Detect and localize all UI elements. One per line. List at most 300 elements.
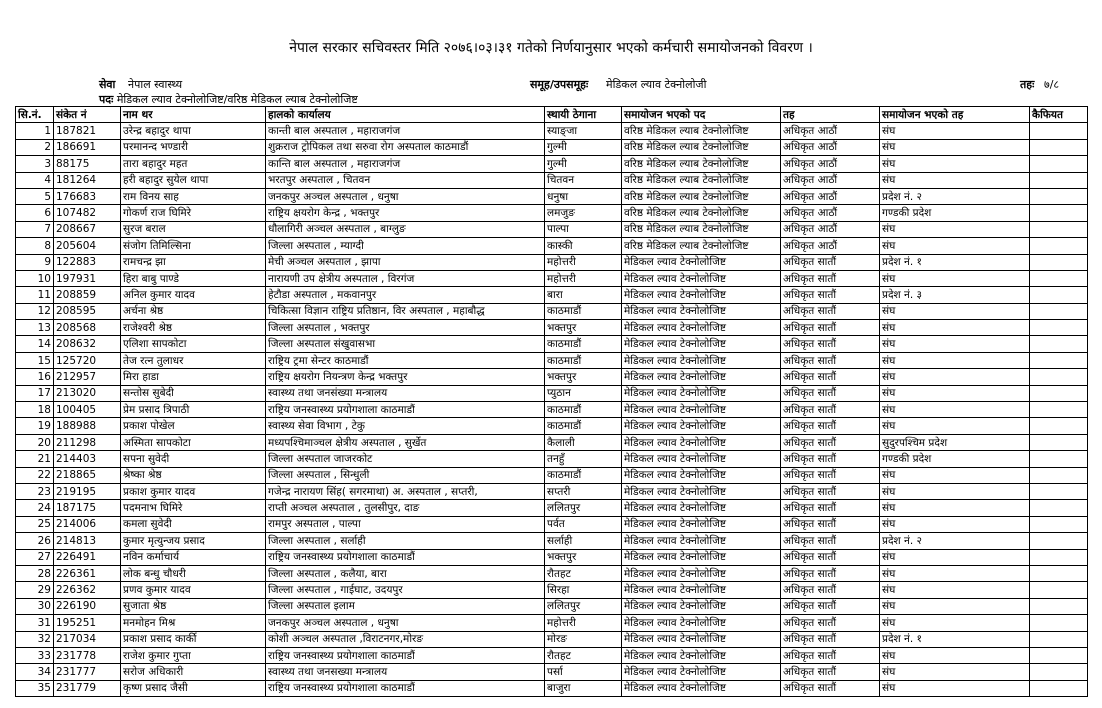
cell-name: प्रकाश कुमार यादव	[121, 483, 266, 499]
cell-name: सन्तोस सुबेदी	[121, 385, 266, 401]
table-row	[16, 238, 1088, 254]
cell-address: प्युठान	[545, 385, 622, 401]
cell-post: वरिष्ठ मेडिकल ल्याब टेक्नोलोजिष्ट	[622, 123, 781, 139]
cell-level: अधिकृत सातौं	[781, 254, 880, 270]
cell-code: 187821	[54, 123, 121, 139]
cell-remarks	[1030, 123, 1088, 139]
cell-code: 212957	[54, 369, 121, 385]
col-header-name: नाम थर	[121, 107, 266, 123]
cell-post: मेडिकल ल्याव टेक्नोलोजिष्ट	[622, 270, 781, 286]
cell-post: वरिष्ठ मेडिकल ल्याब टेक्नोलोजिष्ट	[622, 139, 781, 155]
cell-office: गजेन्द्र नारायण सिंह( सगरमाथा) अ. अस्पताल , सप्तरी,	[266, 483, 545, 499]
cell-office: जिल्ला अस्पताल , म्याग्दी	[266, 238, 545, 254]
cell-level: अधिकृत आठौं	[781, 139, 880, 155]
cell-serial: 20	[16, 434, 54, 450]
cell-name: अस्मिता सापकोटा	[121, 434, 266, 450]
cell-adjusted-level: संघ	[880, 500, 1030, 516]
cell-post: मेडिकल ल्याव टेक्नोलोजिष्ट	[622, 467, 781, 483]
cell-remarks	[1030, 516, 1088, 532]
cell-name: कृष्ण प्रसाद जैसी	[121, 680, 266, 696]
cell-adjusted-level: संघ	[880, 385, 1030, 401]
cell-level: अधिकृत सातौं	[781, 680, 880, 696]
cell-adjusted-level: संघ	[880, 516, 1030, 532]
cell-level: अधिकृत सातौं	[781, 533, 880, 549]
cell-serial: 16	[16, 369, 54, 385]
cell-name: हरी बहादुर सुयेल थापा	[121, 172, 266, 188]
cell-post: मेडिकल ल्याव टेक्नोलोजिष्ट	[622, 418, 781, 434]
cell-code: 125720	[54, 352, 121, 368]
cell-serial: 11	[16, 287, 54, 303]
cell-code: 214813	[54, 533, 121, 549]
cell-level: अधिकृत आठौं	[781, 123, 880, 139]
cell-serial: 22	[16, 467, 54, 483]
cell-serial: 4	[16, 172, 54, 188]
cell-serial: 5	[16, 188, 54, 204]
cell-remarks	[1030, 156, 1088, 172]
cell-address: तनहुँ	[545, 451, 622, 467]
cell-serial: 28	[16, 565, 54, 581]
cell-post: वरिष्ठ मेडिकल ल्याब टेक्नोलोजिष्ट	[622, 221, 781, 237]
table-row	[16, 188, 1088, 204]
cell-remarks	[1030, 467, 1088, 483]
cell-office: मध्यपश्चिमाञ्चल क्षेत्रीय अस्पताल , सुर्खेत	[266, 434, 545, 450]
cell-adjusted-level: संघ	[880, 598, 1030, 614]
cell-office: शुक्रराज ट्रोपिकल तथा सरुवा रोग अस्पताल काठमाडौं	[266, 139, 545, 155]
cell-name: सुजाता श्रेष्ठ	[121, 598, 266, 614]
cell-address: काठमाडौं	[545, 418, 622, 434]
cell-post: मेडिकल ल्याव टेक्नोलोजिष्ट	[622, 533, 781, 549]
cell-serial: 24	[16, 500, 54, 516]
cell-address: भक्तपुर	[545, 369, 622, 385]
cell-office: राष्ट्रिय क्षयरोग केन्द्र , भक्तपुर	[266, 205, 545, 221]
group-label: समूह/उपसमूहः	[530, 78, 589, 91]
cell-post: मेडिकल ल्याव टेक्नोलोजिष्ट	[622, 500, 781, 516]
col-header-code: संकेत नं	[54, 107, 121, 123]
roster-table	[15, 106, 1088, 697]
cell-level: अधिकृत सातौं	[781, 434, 880, 450]
cell-name: प्रकाश पोखेल	[121, 418, 266, 434]
document-title: नेपाल सरकार सचिवस्तर मिति २०७६।०३।३१ गतेको निर्णयानुसार भएको कर्मचारी समायोजनको विवरण ।	[289, 40, 813, 56]
cell-post: मेडिकल ल्याव टेक्नोलोजिष्ट	[622, 254, 781, 270]
cell-level: अधिकृत सातौं	[781, 467, 880, 483]
cell-name: सरोज अधिकारी	[121, 664, 266, 680]
cell-post: मेडिकल ल्याव टेक्नोलोजिष्ट	[622, 615, 781, 631]
cell-level: अधिकृत आठौं	[781, 156, 880, 172]
cell-office: राष्ट्रिय जनस्वास्थ्य प्रयोगशाला काठमाडौं	[266, 647, 545, 663]
table-row	[16, 533, 1088, 549]
cell-code: 226362	[54, 582, 121, 598]
cell-office: कोशी अञ्चल अस्पताल ,विराटनगर,मोरङ	[266, 631, 545, 647]
cell-remarks	[1030, 385, 1088, 401]
cell-adjusted-level: संघ	[880, 369, 1030, 385]
table-row	[16, 303, 1088, 319]
cell-level: अधिकृत सातौं	[781, 582, 880, 598]
cell-code: 217034	[54, 631, 121, 647]
cell-office: जिल्ला अस्पताल , सर्लाही	[266, 533, 545, 549]
table-row	[16, 582, 1088, 598]
table-row	[16, 402, 1088, 418]
cell-address: मोरङ	[545, 631, 622, 647]
cell-name: श्रेष्का श्रेष्ठ	[121, 467, 266, 483]
cell-code: 187175	[54, 500, 121, 516]
table-row	[16, 631, 1088, 647]
cell-code: 197931	[54, 270, 121, 286]
cell-post: मेडिकल ल्याव टेक्नोलोजिष्ट	[622, 402, 781, 418]
cell-post: वरिष्ठ मेडिकल ल्याब टेक्नोलोजिष्ट	[622, 205, 781, 221]
cell-office: स्वास्थ्य तथा जनसख्या मन्त्रालय	[266, 664, 545, 680]
cell-post: मेडिकल ल्याव टेक्नोलोजिष्ट	[622, 565, 781, 581]
cell-post: मेडिकल ल्याव टेक्नोलोजिष्ट	[622, 549, 781, 565]
cell-office: कान्ती बाल अस्पताल , महाराजगंज	[266, 123, 545, 139]
cell-post: वरिष्ठ मेडिकल ल्याब टेक्नोलोजिष्ट	[622, 238, 781, 254]
table-row	[16, 205, 1088, 221]
cell-post: मेडिकल ल्याव टेक्नोलोजिष्ट	[622, 303, 781, 319]
cell-name: परमानन्द भण्डारी	[121, 139, 266, 155]
cell-post: मेडिकल ल्याव टेक्नोलोजिष्ट	[622, 287, 781, 303]
cell-code: 208859	[54, 287, 121, 303]
table-row	[16, 320, 1088, 336]
cell-name: लोक बन्धु चौधरी	[121, 565, 266, 581]
cell-address: भक्तपुर	[545, 549, 622, 565]
cell-name: प्रणव कुमार यादव	[121, 582, 266, 598]
cell-name: कमला सुवेदी	[121, 516, 266, 532]
cell-level: अधिकृत सातौं	[781, 664, 880, 680]
table-row	[16, 123, 1088, 139]
cell-level: अधिकृत सातौं	[781, 598, 880, 614]
cell-address: महोत्तरी	[545, 270, 622, 286]
table-body	[16, 123, 1088, 697]
col-header-office: हालको कार्यालय	[266, 107, 545, 123]
cell-level: अधिकृत सातौं	[781, 615, 880, 631]
cell-address: धनुषा	[545, 188, 622, 204]
cell-address: पर्सा	[545, 664, 622, 680]
table-row	[16, 385, 1088, 401]
cell-address: महोत्तरी	[545, 254, 622, 270]
cell-address: ललितपुर	[545, 500, 622, 516]
cell-level: अधिकृत सातौं	[781, 418, 880, 434]
cell-adjusted-level: संघ	[880, 615, 1030, 631]
cell-level: अधिकृत आठौं	[781, 172, 880, 188]
cell-name: कुमार मृत्युन्जय प्रसाद	[121, 533, 266, 549]
cell-serial: 26	[16, 533, 54, 549]
cell-office: रामपुर अस्पताल , पाल्पा	[266, 516, 545, 532]
cell-post: मेडिकल ल्याव टेक्नोलोजिष्ट	[622, 582, 781, 598]
group-value: मेडिकल ल्याव टेक्नोलोजी	[606, 78, 707, 91]
cell-office: भरतपुर अस्पताल , चितवन	[266, 172, 545, 188]
cell-adjusted-level: संघ	[880, 336, 1030, 352]
cell-adjusted-level: संघ	[880, 467, 1030, 483]
cell-adjusted-level: संघ	[880, 549, 1030, 565]
cell-serial: 2	[16, 139, 54, 155]
cell-address: पाल्पा	[545, 221, 622, 237]
cell-address: बाजुरा	[545, 680, 622, 696]
cell-address: भक्तपुर	[545, 320, 622, 336]
cell-serial: 33	[16, 647, 54, 663]
cell-serial: 17	[16, 385, 54, 401]
cell-post: मेडिकल ल्याव टेक्नोलोजिष्ट	[622, 385, 781, 401]
cell-level: अधिकृत आठौं	[781, 205, 880, 221]
cell-name: रामचन्द्र झा	[121, 254, 266, 270]
cell-code: 213020	[54, 385, 121, 401]
table-row	[16, 615, 1088, 631]
cell-adjusted-level: गण्डकी प्रदेश	[880, 205, 1030, 221]
cell-office: जिल्ला अस्पताल , गाईघाट, उदयपुर	[266, 582, 545, 598]
cell-code: 231779	[54, 680, 121, 696]
cell-address: गुल्मी	[545, 156, 622, 172]
table-row	[16, 483, 1088, 499]
table-row	[16, 254, 1088, 270]
cell-post: मेडिकल ल्याव टेक्नोलोजिष्ट	[622, 352, 781, 368]
cell-address: काठमाडौं	[545, 336, 622, 352]
cell-serial: 1	[16, 123, 54, 139]
cell-post: मेडिकल ल्याव टेक्नोलोजिष्ट	[622, 598, 781, 614]
cell-address: सर्लाही	[545, 533, 622, 549]
cell-serial: 8	[16, 238, 54, 254]
cell-code: 122883	[54, 254, 121, 270]
table-row	[16, 172, 1088, 188]
service-label: सेवा	[99, 78, 116, 91]
cell-serial: 27	[16, 549, 54, 565]
cell-code: 107482	[54, 205, 121, 221]
cell-remarks	[1030, 369, 1088, 385]
cell-serial: 30	[16, 598, 54, 614]
cell-adjusted-level: संघ	[880, 156, 1030, 172]
cell-office: जिल्ला अस्पताल संखुवासभा	[266, 336, 545, 352]
cell-level: अधिकृत सातौं	[781, 647, 880, 663]
cell-adjusted-level: संघ	[880, 123, 1030, 139]
cell-code: 214403	[54, 451, 121, 467]
cell-name: प्रकाश प्रसाद कार्की	[121, 631, 266, 647]
cell-code: 219195	[54, 483, 121, 499]
cell-remarks	[1030, 336, 1088, 352]
service-value: नेपाल स्वास्थ्य	[128, 78, 183, 91]
cell-adjusted-level: संघ	[880, 172, 1030, 188]
cell-office: जिल्ला अस्पताल इलाम	[266, 598, 545, 614]
cell-remarks	[1030, 270, 1088, 286]
cell-post: मेडिकल ल्याव टेक्नोलोजिष्ट	[622, 483, 781, 499]
cell-remarks	[1030, 500, 1088, 516]
cell-remarks	[1030, 647, 1088, 663]
cell-adjusted-level: संघ	[880, 320, 1030, 336]
cell-serial: 29	[16, 582, 54, 598]
table-row	[16, 156, 1088, 172]
cell-serial: 10	[16, 270, 54, 286]
cell-adjusted-level: संघ	[880, 139, 1030, 155]
cell-adjusted-level: संघ	[880, 647, 1030, 663]
cell-remarks	[1030, 631, 1088, 647]
cell-code: 208568	[54, 320, 121, 336]
cell-adjusted-level: प्रदेश नं. २	[880, 533, 1030, 549]
cell-serial: 13	[16, 320, 54, 336]
cell-remarks	[1030, 320, 1088, 336]
cell-office: कान्ति बाल अस्पताल , महाराजगंज	[266, 156, 545, 172]
page-label: तहः	[1020, 78, 1035, 91]
table-row	[16, 336, 1088, 352]
cell-office: जिल्ला अस्पताल , कलैया, बारा	[266, 565, 545, 581]
cell-office: राष्ट्रिय जनस्वास्थ्य प्रयोगशाला काठमाडौं	[266, 402, 545, 418]
table-row	[16, 500, 1088, 516]
cell-level: अधिकृत सातौं	[781, 287, 880, 303]
col-header-post: समायोजन भएको पद	[622, 107, 781, 123]
cell-remarks	[1030, 139, 1088, 155]
cell-address: रौतहट	[545, 647, 622, 663]
cell-serial: 18	[16, 402, 54, 418]
table-row	[16, 451, 1088, 467]
cell-remarks	[1030, 303, 1088, 319]
meta-row	[0, 77, 1102, 93]
cell-office: जिल्ला अस्पताल जाजरकोट	[266, 451, 545, 467]
cell-remarks	[1030, 615, 1088, 631]
cell-remarks	[1030, 451, 1088, 467]
cell-code: 195251	[54, 615, 121, 631]
cell-level: अधिकृत सातौं	[781, 451, 880, 467]
cell-code: 231778	[54, 647, 121, 663]
cell-name: मिरा हाडा	[121, 369, 266, 385]
cell-address: पर्वत	[545, 516, 622, 532]
cell-code: 208595	[54, 303, 121, 319]
cell-remarks	[1030, 402, 1088, 418]
cell-level: अधिकृत सातौं	[781, 303, 880, 319]
cell-code: 208667	[54, 221, 121, 237]
cell-code: 181264	[54, 172, 121, 188]
table-row	[16, 647, 1088, 663]
cell-address: रौतहट	[545, 565, 622, 581]
cell-adjusted-level: संघ	[880, 238, 1030, 254]
table-row	[16, 287, 1088, 303]
cell-name: पदमनाभ घिमिरे	[121, 500, 266, 516]
cell-adjusted-level: प्रदेश नं. २	[880, 188, 1030, 204]
cell-remarks	[1030, 565, 1088, 581]
cell-adjusted-level: प्रदेश नं. ३	[880, 287, 1030, 303]
cell-name: राजेश कुमार गुप्ता	[121, 647, 266, 663]
cell-office: राप्ती अञ्चल अस्पताल , तुलसीपुर, दाङ	[266, 500, 545, 516]
cell-level: अधिकृत सातौं	[781, 549, 880, 565]
col-header-serial: सि.नं.	[16, 107, 54, 123]
cell-address: बारा	[545, 287, 622, 303]
cell-name: गोकर्ण राज घिमिरे	[121, 205, 266, 221]
cell-remarks	[1030, 549, 1088, 565]
cell-office: नारायणी उप क्षेत्रीय अस्पताल , विरगंज	[266, 270, 545, 286]
cell-adjusted-level: संघ	[880, 270, 1030, 286]
cell-post: मेडिकल ल्याव टेक्नोलोजिष्ट	[622, 664, 781, 680]
cell-post: मेडिकल ल्याव टेक्नोलोजिष्ट	[622, 369, 781, 385]
table-row	[16, 664, 1088, 680]
cell-remarks	[1030, 664, 1088, 680]
table-row	[16, 270, 1088, 286]
table-row	[16, 434, 1088, 450]
cell-level: अधिकृत सातौं	[781, 631, 880, 647]
cell-code: 211298	[54, 434, 121, 450]
cell-name: अनिल कुमार यादव	[121, 287, 266, 303]
cell-post: मेडिकल ल्याव टेक्नोलोजिष्ट	[622, 320, 781, 336]
col-header-adjusted-level: समायोजन भएको तह	[880, 107, 1030, 123]
cell-level: अधिकृत सातौं	[781, 516, 880, 532]
cell-office: राष्ट्रिय क्षयरोग नियन्त्रण केन्द्र भक्तपुर	[266, 369, 545, 385]
table-row	[16, 565, 1088, 581]
cell-adjusted-level: संघ	[880, 221, 1030, 237]
cell-post: मेडिकल ल्याव टेक्नोलोजिष्ट	[622, 647, 781, 663]
table-row	[16, 369, 1088, 385]
cell-adjusted-level: संघ	[880, 680, 1030, 696]
cell-name: सपना सुवेदी	[121, 451, 266, 467]
cell-code: 100405	[54, 402, 121, 418]
cell-name: हिरा बाबु पाण्डे	[121, 270, 266, 286]
cell-office: राष्ट्रिय जनस्वास्थ्य प्रयोगशाला काठमाडौं	[266, 680, 545, 696]
cell-office: राष्ट्रिय जनस्वास्थ्य प्रयोगशाला काठमाडौं	[266, 549, 545, 565]
cell-post: मेडिकल ल्याव टेक्नोलोजिष्ट	[622, 516, 781, 532]
cell-adjusted-level: संघ	[880, 565, 1030, 581]
cell-remarks	[1030, 598, 1088, 614]
cell-code: 226491	[54, 549, 121, 565]
cell-remarks	[1030, 254, 1088, 270]
cell-post: वरिष्ठ मेडिकल ल्याब टेक्नोलोजिष्ट	[622, 188, 781, 204]
cell-office: चिकित्सा विज्ञान राष्ट्रिय प्रतिष्ठान, विर अस्पताल , महाबौद्ध	[266, 303, 545, 319]
cell-address: ललितपुर	[545, 598, 622, 614]
cell-remarks	[1030, 172, 1088, 188]
cell-name: प्रेम प्रसाद त्रिपाठी	[121, 402, 266, 418]
cell-address: काठमाडौं	[545, 467, 622, 483]
cell-level: अधिकृत सातौं	[781, 500, 880, 516]
cell-office: मेची अञ्चल अस्पताल , झापा	[266, 254, 545, 270]
cell-adjusted-level: गण्डकी प्रदेश	[880, 451, 1030, 467]
table-row	[16, 352, 1088, 368]
cell-name: राम विनय साह	[121, 188, 266, 204]
cell-level: अधिकृत सातौं	[781, 385, 880, 401]
cell-address: कास्की	[545, 238, 622, 254]
cell-serial: 3	[16, 156, 54, 172]
cell-serial: 35	[16, 680, 54, 696]
cell-name: तारा बहादुर महत	[121, 156, 266, 172]
cell-remarks	[1030, 188, 1088, 204]
cell-level: अधिकृत आठौं	[781, 221, 880, 237]
cell-code: 208632	[54, 336, 121, 352]
cell-level: अधिकृत सातौं	[781, 565, 880, 581]
cell-remarks	[1030, 221, 1088, 237]
cell-address: चितवन	[545, 172, 622, 188]
cell-adjusted-level: प्रदेश नं. १	[880, 254, 1030, 270]
cell-office: जनकपुर अञ्चल अस्पताल , धनुषा	[266, 188, 545, 204]
cell-address: काठमाडौं	[545, 402, 622, 418]
cell-serial: 14	[16, 336, 54, 352]
cell-post: मेडिकल ल्याव टेक्नोलोजिष्ट	[622, 451, 781, 467]
cell-adjusted-level: संघ	[880, 352, 1030, 368]
cell-serial: 12	[16, 303, 54, 319]
cell-name: अर्चना श्रेष्ठ	[121, 303, 266, 319]
cell-serial: 19	[16, 418, 54, 434]
cell-office: धौलागिरी अञ्चल अस्पताल , बाग्लुङ	[266, 221, 545, 237]
cell-serial: 25	[16, 516, 54, 532]
cell-level: अधिकृत सातौं	[781, 352, 880, 368]
cell-code: 226361	[54, 565, 121, 581]
cell-serial: 7	[16, 221, 54, 237]
cell-code: 176683	[54, 188, 121, 204]
cell-adjusted-level: संघ	[880, 483, 1030, 499]
cell-remarks	[1030, 434, 1088, 450]
cell-name: सुरज बराल	[121, 221, 266, 237]
cell-name: राजेश्वरी श्रेष्ठ	[121, 320, 266, 336]
cell-remarks	[1030, 238, 1088, 254]
cell-level: अधिकृत सातौं	[781, 402, 880, 418]
cell-office: स्वास्थ्य तथा जनसंख्या मन्त्रालय	[266, 385, 545, 401]
cell-remarks	[1030, 287, 1088, 303]
cell-remarks	[1030, 533, 1088, 549]
cell-address: महोत्तरी	[545, 615, 622, 631]
col-header-remarks: कैफियत	[1030, 107, 1088, 123]
cell-level: अधिकृत सातौं	[781, 369, 880, 385]
cell-adjusted-level: संघ	[880, 303, 1030, 319]
cell-adjusted-level: संघ	[880, 402, 1030, 418]
cell-serial: 32	[16, 631, 54, 647]
